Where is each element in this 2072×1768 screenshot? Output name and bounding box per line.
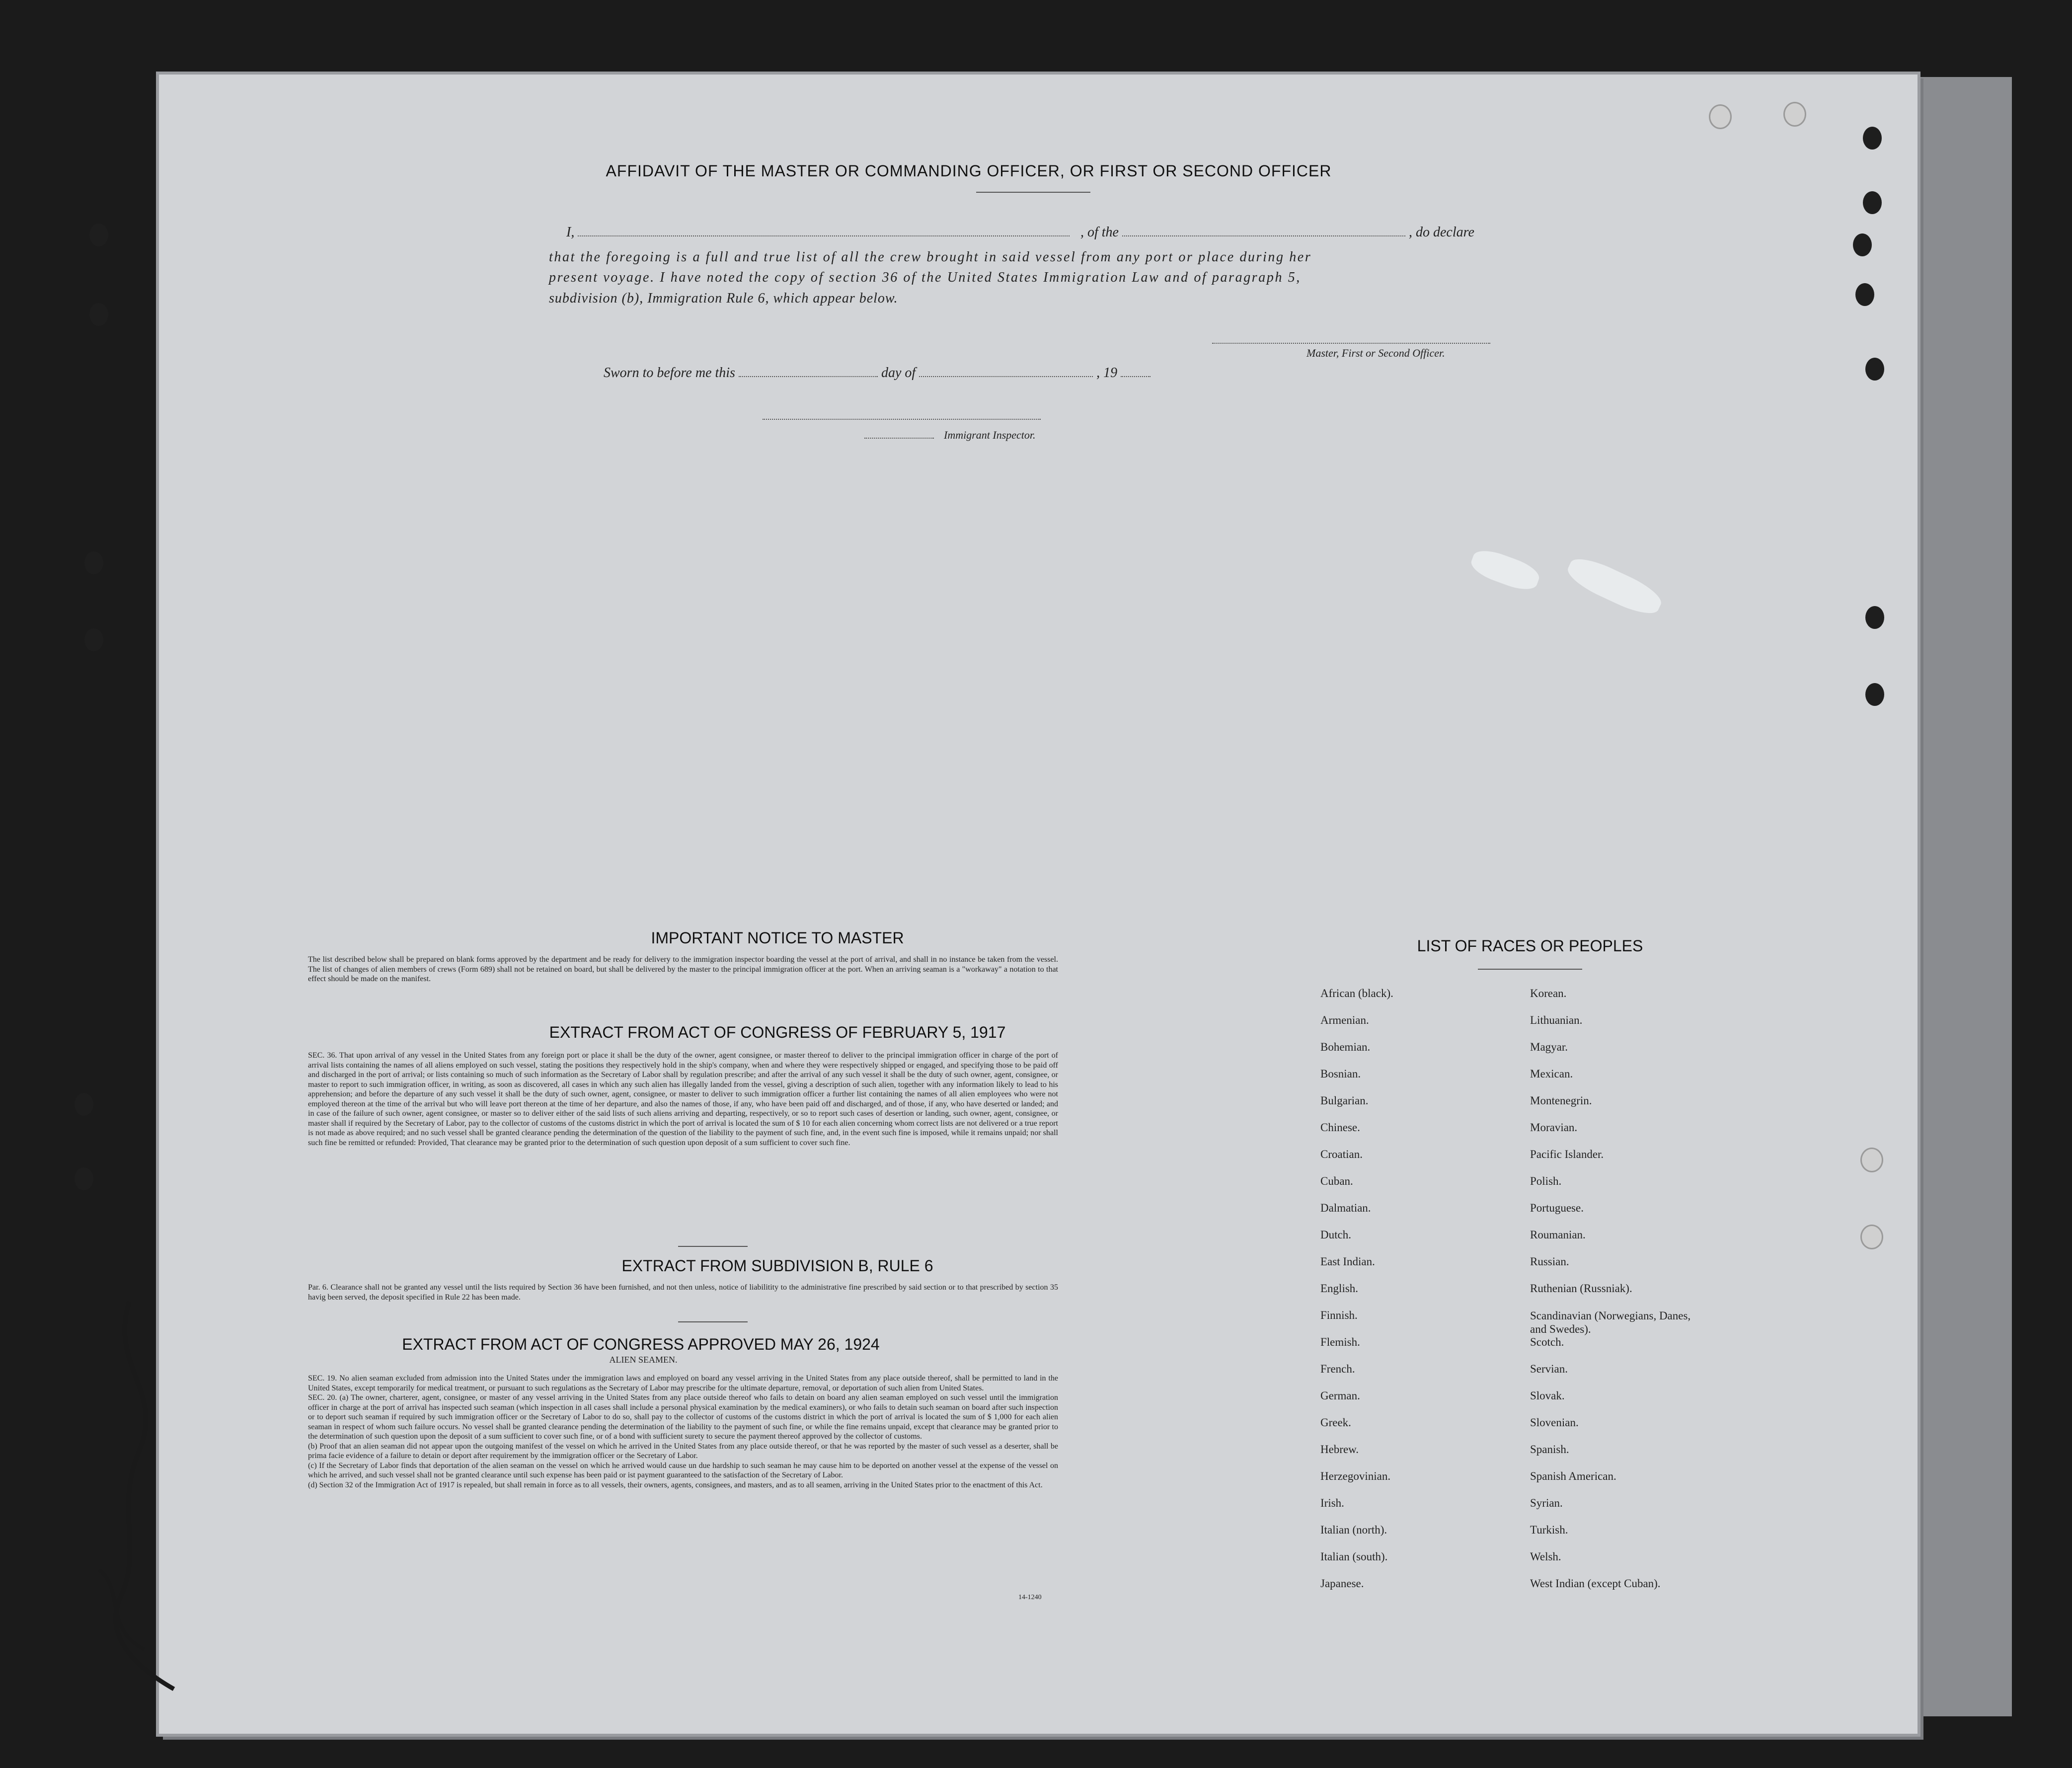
binder-hole xyxy=(1855,283,1874,306)
notice-title: IMPORTANT NOTICE TO MASTER xyxy=(651,929,904,947)
race-item: Herzegovinian. xyxy=(1320,1470,1391,1482)
year-text: , 19 xyxy=(1096,365,1118,381)
binder-hole xyxy=(75,1093,93,1116)
race-item: Bosnian. xyxy=(1320,1068,1361,1080)
inspector-signature-line xyxy=(763,419,1041,420)
extract-1917-title: EXTRACT FROM ACT OF CONGRESS OF FEBRUARY 5, 1917 xyxy=(549,1023,1006,1041)
binder-hole xyxy=(84,551,103,574)
binder-hole xyxy=(1860,1225,1883,1249)
race-item: Slovak. xyxy=(1530,1389,1565,1402)
sec-20a: SEC. 20. (a) The owner, charterer, agent, consignee, or master of any vessel arriving in the United States from any place outside thereof who fails to detain on board any alien seaman employed on such vessel until the immigration officer in charge at the port of arrival has inspected such seaman (which inspection in all cases shall include a personal physical examination by the medical examiners), or who fails to detain such seaman on board after such inspection or to deport such seaman if required by such immigration officer or the Secretary of Labor to do so, shall pay to the collector of customs of the customs district in which the port of arrival is located the sum of $ 1,000 for each alien seaman in respect of whom such failure occurs. No vessel shall be granted clearance pending the determination of the liability to the payment of such fine, or while the fine remains unpaid, except that clearance may be granted prior to the determination of such question upon the deposit of a sum sufficient to cover such fine, or of a bond with sufficient surety to secure the payment thereof approved by the collector of customs. xyxy=(308,1393,1058,1441)
race-item: Mexican. xyxy=(1530,1068,1573,1080)
extract-1917-body: SEC. 36. That upon arrival of any vessel in the United States from any foreign port or place it shall be the duty of the owner, agent consignee, or master thereof to deliver to the principal immigration officer in charge of the port of arrival lists containing the names of all aliens employed on such vessel, stating the positions they respectively hold in the ship's company, when and where they were respectively shipped or engaged, and specifying those to be paid off and discharged in the port of arrival; or lists containing so much of such information as the Secretary of Labor shall by regulation prescribe; and after the arrival of any such vessel it shall be the duty of such owner, agent, consignee, or master to report to such immigration officer, in writing, as soon as discovered, all cases in which any such alien has illegally landed from the vessel, giving a description of such alien, together with any information likely to lead to his apprehension; and before the departure of any such vessel it shall be the duty of such owner, agent, consignee, or master to deliver to such immigration officer a further list containing the names of all alien employees who were not employed thereon at the time of the arrival but who will leave port thereon at the time of her departure, and also the names of those, if any, who have been paid off and discharged, and of those, if any, who have deserted or landed; and in case of the failure of such owner, agent consignee, or master so to deliver either of the said lists of such aliens arriving and departing, respectively, or so to report such cases of desertion or landing, such owner, agent, consignee, or master shall if required by the Secretary of Labor, pay to the collector of customs of the customs district in which the port of arrival is located the sum of $ 10 for each alien concerning whom correct lists are not delivered or a true report is not made as above required; and no such vessel shall be granted clearance pending the determination of the question of the liability to the payment of such fine, and, in the event such fine is imposed, while it remains unpaid; nor shall such fine be remitted or refunded: Provided, That clearance may be granted prior to the determination of such question upon deposit of a sum sufficient to cover such fine. xyxy=(308,1051,1058,1147)
extract-1924-title: EXTRACT FROM ACT OF CONGRESS APPROVED MAY 26, 1924 xyxy=(402,1335,880,1353)
binder-hole xyxy=(1860,1148,1883,1172)
race-item: Ruthenian (Russniak). xyxy=(1530,1282,1632,1295)
extract-1924-body xyxy=(308,1374,1058,1490)
race-item: Cuban. xyxy=(1320,1175,1353,1187)
binder-hole xyxy=(1865,606,1884,629)
binder-hole xyxy=(1865,683,1884,706)
binder-hole xyxy=(89,224,108,246)
divider xyxy=(678,1246,748,1247)
race-item: Flemish. xyxy=(1320,1336,1360,1348)
binder-hole xyxy=(1865,358,1884,381)
race-item: Turkish. xyxy=(1530,1524,1568,1536)
binder-hole xyxy=(1709,104,1732,129)
word-i: I, xyxy=(566,225,575,240)
binder-hole xyxy=(89,303,108,326)
binder-hole xyxy=(1783,102,1806,127)
race-item: Finnish. xyxy=(1320,1309,1358,1321)
form-number: 14-1240 xyxy=(1018,1594,1042,1601)
affidavit-line-4: subdivision (b), Immigration Rule 6, which appear below. xyxy=(549,291,898,306)
race-item: Pacific Islander. xyxy=(1530,1148,1604,1160)
master-signature-label: Master, First or Second Officer. xyxy=(1306,347,1445,359)
race-item: Irish. xyxy=(1320,1497,1344,1509)
name-blank xyxy=(578,235,1070,236)
race-item: Croatian. xyxy=(1320,1148,1363,1160)
race-item: Dutch. xyxy=(1320,1229,1351,1241)
race-item: Welsh. xyxy=(1530,1550,1561,1563)
binder-hole xyxy=(84,628,103,651)
divider xyxy=(976,192,1090,193)
race-item: Russian. xyxy=(1530,1255,1569,1268)
affidavit-line-3: present voyage. I have noted the copy of section 36 of the United States Immigration Law and of paragraph 5, xyxy=(549,270,1301,285)
race-item: Lithuanian. xyxy=(1530,1014,1583,1026)
race-item: Roumanian. xyxy=(1530,1229,1586,1241)
day-of-text: day of xyxy=(881,365,916,381)
race-item: East Indian. xyxy=(1320,1255,1375,1268)
race-item: Bohemian. xyxy=(1320,1041,1371,1053)
back-sheet xyxy=(1918,77,2012,1716)
affidavit-line-2: that the foregoing is a full and true list of all the crew brought in said vessel from any port or place during her xyxy=(549,249,1312,265)
master-signature-line xyxy=(1212,343,1490,344)
race-item: French. xyxy=(1320,1363,1355,1375)
race-item: German. xyxy=(1320,1389,1360,1402)
inspector-signature-label: Immigrant Inspector. xyxy=(944,429,1036,441)
sec-19: SEC. 19. No alien seaman excluded from admission into the United States under the immigration laws and employed on board any vessel arriving in the United States from any place outside thereof, shall be permitted to land in the United States, except temporarily for medical treatment, or pursuant to such regulations as the Secretary of Labor may prescribe for the ultimate departure, removal, or deportation of such alien from United States. xyxy=(308,1374,1058,1392)
race-item: African (black). xyxy=(1320,987,1393,999)
race-item: Montenegrin. xyxy=(1530,1094,1592,1107)
sec-20c: (c) If the Secretary of Labor finds that deportation of the alien seaman on the vessel on which he arrived would cause un due hardship to such seaman he may cause him to be deported on another vessel at the expense of the vessel on which he arrived, and such vessel shall not be granted clearance until such expense has been paid or ist payment guaranteed to the satisfaction of the Secretary of Labor. xyxy=(308,1461,1058,1479)
races-column-1 xyxy=(1320,987,1393,1604)
race-item: Scotch. xyxy=(1530,1336,1564,1348)
sworn-line xyxy=(604,365,1151,381)
race-item: Spanish American. xyxy=(1530,1470,1616,1482)
vessel-blank xyxy=(1122,235,1405,236)
rule6-title: EXTRACT FROM SUBDIVISION B, RULE 6 xyxy=(621,1257,933,1275)
race-item: Greek. xyxy=(1320,1416,1351,1429)
divider xyxy=(1478,969,1582,970)
races-title: LIST OF RACES OR PEOPLES xyxy=(1417,937,1643,955)
race-item: West Indian (except Cuban). xyxy=(1530,1577,1661,1590)
inspector-signature-line-short xyxy=(864,438,934,439)
race-item: Bulgarian. xyxy=(1320,1094,1369,1107)
race-item: Polish. xyxy=(1530,1175,1562,1187)
month-blank xyxy=(919,376,1093,377)
race-item: English. xyxy=(1320,1282,1359,1295)
race-item: Italian (north). xyxy=(1320,1524,1387,1536)
affidavit-line-1 xyxy=(566,225,1070,240)
word-of-the: , of the xyxy=(1080,225,1119,240)
binder-hole xyxy=(1853,233,1872,256)
race-item: Portuguese. xyxy=(1530,1202,1584,1214)
race-item: Italian (south). xyxy=(1320,1550,1388,1563)
word-declare: , do declare xyxy=(1409,225,1474,240)
binder-hole xyxy=(1863,127,1882,150)
affidavit-line-1b xyxy=(1080,225,1474,240)
day-blank xyxy=(739,376,878,377)
race-item: Magyar. xyxy=(1530,1041,1568,1053)
race-item: Hebrew. xyxy=(1320,1443,1359,1456)
binder-hole xyxy=(75,1167,93,1190)
affidavit-title: AFFIDAVIT OF THE MASTER OR COMMANDING OFFICER, OR FIRST OR SECOND OFFICER xyxy=(606,162,1332,180)
race-item: Spanish. xyxy=(1530,1443,1569,1456)
sec-20d: (d) Section 32 of the Immigration Act of 1917 is repealed, but shall remain in force as to all vessels, their owners, agents, consignees, and masters, and as to all seamen, arriving in the United States prior to the enactment of this Act. xyxy=(308,1480,1043,1489)
race-item: Moravian. xyxy=(1530,1121,1578,1134)
races-column-2 xyxy=(1530,987,1699,1604)
race-item: Slovenian. xyxy=(1530,1416,1579,1429)
race-item: Servian. xyxy=(1530,1363,1568,1375)
extract-1924-subtitle: ALIEN SEAMEN. xyxy=(609,1355,678,1365)
race-item: Scandinavian (Norwegians, Danes, and Swedes). xyxy=(1530,1309,1691,1335)
race-item: Dalmatian. xyxy=(1320,1202,1371,1214)
race-item: Armenian. xyxy=(1320,1014,1369,1026)
sec-20b: (b) Proof that an alien seaman did not appear upon the outgoing manifest of the vessel on which he arrived in the United States from any place outside thereof, or that he was reported by the master of such vessel as a deserter, shall be prima facie evidence of a failure to detain or deport after requirement by the immigration officer or the Secretary of Labor. xyxy=(308,1442,1058,1460)
binder-hole xyxy=(1863,191,1882,214)
year-blank xyxy=(1121,376,1151,377)
race-item: Japanese. xyxy=(1320,1577,1364,1590)
divider xyxy=(678,1321,748,1322)
race-item: Korean. xyxy=(1530,987,1567,999)
race-item: Syrian. xyxy=(1530,1497,1563,1509)
notice-body: The list described below shall be prepared on blank forms approved by the department and be ready for delivery to the immigration inspector boarding the vessel at the port of arrival, and shall in no instance be taken from the vessel. The list of changes of alien members of crews (Form 689) shall not be retained on board, but shall be delivered by the master to the principal immigration officer at the port. When an arriving seaman is a "workaway" a notation to that effect should be made on the manifest. xyxy=(308,955,1058,983)
race-item: Chinese. xyxy=(1320,1121,1360,1134)
sworn-text: Sworn to before me this xyxy=(604,365,735,381)
rule6-body: Par. 6. Clearance shall not be granted any vessel until the lists required by Section 36 have been furnished, and not then unless, notice of liabilitity to the administrative fine prescribed by said section or to that prescribed by section 35 havig been served, the deposit specified in Rule 22 has been made. xyxy=(308,1283,1058,1302)
